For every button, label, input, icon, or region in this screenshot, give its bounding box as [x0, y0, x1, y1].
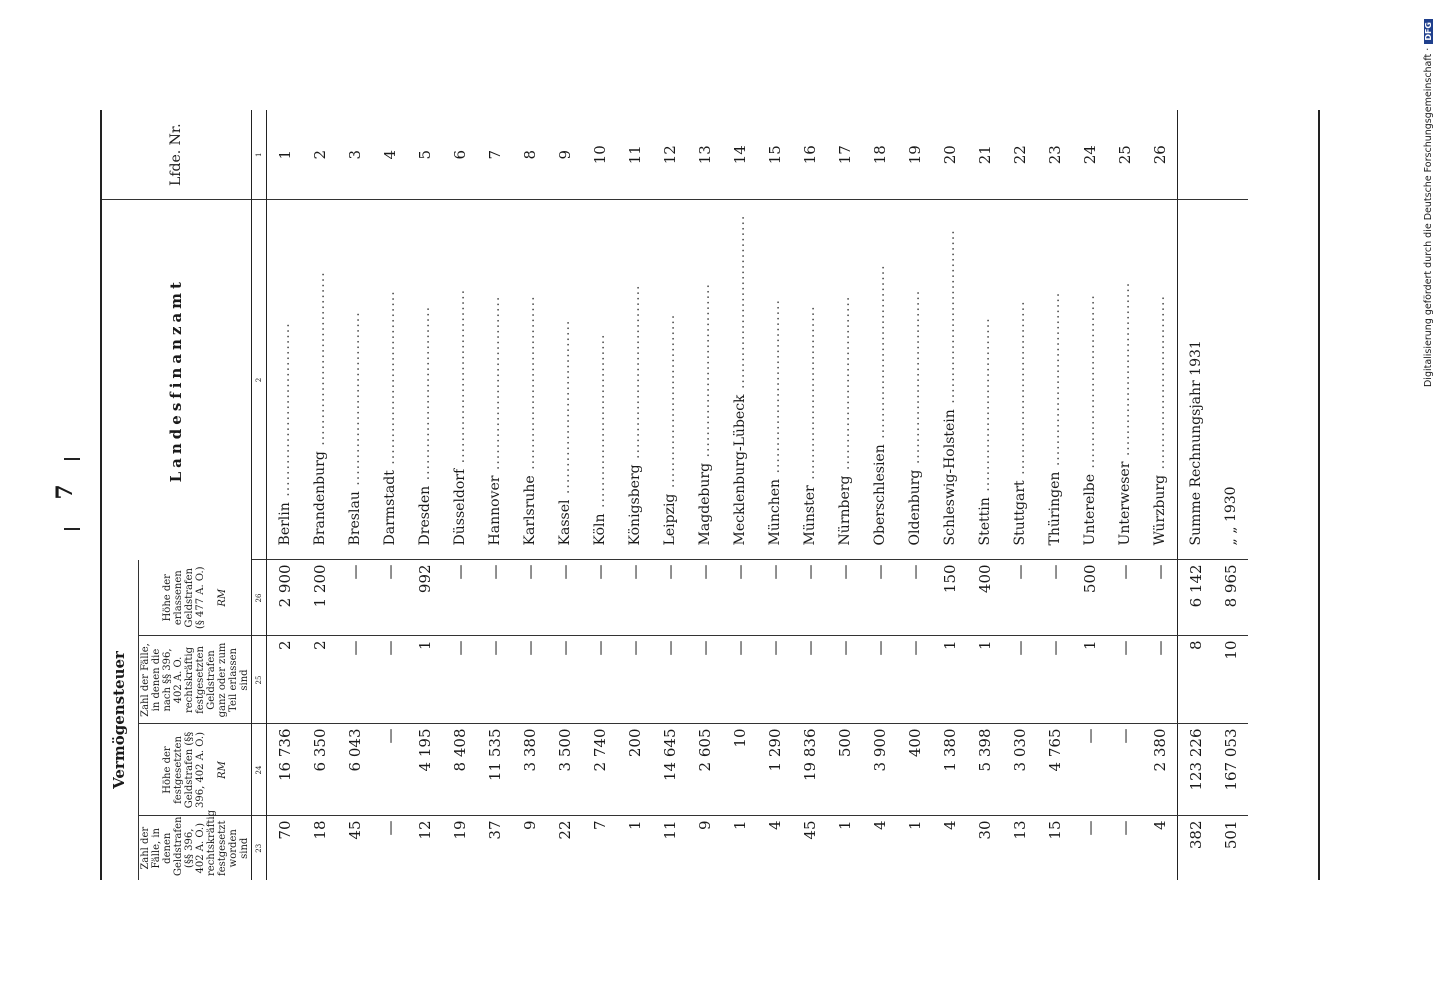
- cell-c23: 1: [827, 816, 862, 880]
- cell-c23: 45: [337, 816, 372, 880]
- cell-c24: 1 290: [757, 724, 792, 816]
- cell-c24: 3 900: [862, 724, 897, 816]
- cell-nr: 5: [415, 149, 434, 160]
- cell-lfa: Münster ................................: [792, 200, 827, 560]
- table-body: [267, 110, 1249, 880]
- cell-lfa: Dresden ................................: [407, 200, 442, 560]
- cell-c23: 4: [932, 816, 967, 880]
- cell-lfa: Nürnberg ................................: [827, 200, 862, 560]
- cell-nr: 24: [1080, 145, 1099, 165]
- cell-lfa: Unterelbe ................................: [1072, 200, 1107, 560]
- digitization-credit: [1408, 10, 1434, 390]
- cell-c25: —: [477, 636, 512, 724]
- col-num: 24: [252, 724, 267, 816]
- cell-c26: —: [827, 560, 862, 636]
- cell-c24: 8 408: [442, 724, 477, 816]
- cell-c25: —: [512, 636, 547, 724]
- cell-c26: —: [1002, 560, 1037, 636]
- cell-c25: 8: [1178, 636, 1214, 724]
- cell-nr: 16: [800, 145, 819, 165]
- cell-c25: 1: [967, 636, 1002, 724]
- finance-office-name: Mecklenburg-Lübeck: [731, 394, 748, 546]
- cell-c25: —: [617, 636, 652, 724]
- cell-c24: 500: [827, 724, 862, 816]
- table-row: [897, 110, 932, 880]
- cell-c24: —: [1107, 724, 1142, 816]
- cell-c23: 22: [547, 816, 582, 880]
- finance-office-name: Köln: [591, 513, 608, 546]
- table-row: [337, 110, 372, 880]
- table-row: [652, 110, 687, 880]
- finance-office-name: Königsberg: [626, 464, 643, 546]
- cell-c23: —: [1107, 816, 1142, 880]
- sum-row: [1178, 110, 1214, 880]
- cell-c23: 11: [652, 816, 687, 880]
- cell-c25: —: [372, 636, 407, 724]
- cell-c26: —: [547, 560, 582, 636]
- cell-c23: 501: [1213, 816, 1248, 880]
- tax-penalty-table: [100, 110, 1248, 880]
- cell-c26: 992: [407, 560, 442, 636]
- header-col-23: Zahl der Fälle, in denen Geldstrafen (§§ 396, 402 A. O.) rechtskräftig festgesetzt worden sind: [139, 816, 252, 880]
- cell-c25: —: [1142, 636, 1178, 724]
- finance-office-name: Stettin: [976, 497, 993, 546]
- finance-office-name: Summe Rechnungsjahr 1931: [1187, 340, 1204, 546]
- cell-c24: 167 053: [1213, 724, 1248, 816]
- cell-c26: —: [337, 560, 372, 636]
- cell-c24: 123 226: [1178, 724, 1214, 816]
- table-row: [372, 110, 407, 880]
- cell-c25: 10: [1213, 636, 1248, 724]
- cell-nr: 9: [555, 149, 574, 160]
- col-num: 2: [252, 200, 267, 560]
- finance-office-name: Nürnberg: [836, 475, 853, 546]
- cell-c26: —: [512, 560, 547, 636]
- cell-nr: 14: [730, 145, 749, 165]
- cell-lfa: Leipzig ................................: [652, 200, 687, 560]
- table-row: [862, 110, 897, 880]
- cell-c23: 9: [512, 816, 547, 880]
- cell-c24: 2 605: [687, 724, 722, 816]
- table-row: [827, 110, 862, 880]
- cell-c26: —: [372, 560, 407, 636]
- finance-office-name: Hannover: [486, 475, 503, 546]
- cell-c24: 3 500: [547, 724, 582, 816]
- cell-c23: 382: [1178, 816, 1214, 880]
- cell-lfa: Köln ................................: [582, 200, 617, 560]
- cell-nr: [1213, 110, 1248, 200]
- cell-nr: 15: [765, 145, 784, 165]
- dfg-logo: DFG: [1424, 19, 1433, 44]
- cell-nr: 10: [590, 145, 609, 165]
- cell-c24: 3 030: [1002, 724, 1037, 816]
- finance-office-name: Berlin: [276, 502, 293, 546]
- finance-office-name: Würzburg: [1151, 474, 1168, 546]
- cell-c25: 1: [932, 636, 967, 724]
- cell-c23: 30: [967, 816, 1002, 880]
- finance-office-name: Düsseldorf: [451, 468, 468, 546]
- cell-c25: —: [582, 636, 617, 724]
- cell-c26: —: [897, 560, 932, 636]
- cell-c23: 19: [442, 816, 477, 880]
- cell-c26: 6 142: [1178, 560, 1214, 636]
- table-row: [442, 110, 477, 880]
- table-row: [1072, 110, 1107, 880]
- header-col-25: Zahl der Fälle, in denen die nach §§ 396, 402 A. O. rechtskräftig festgesetzten Geldstrafen ganz oder zum Teil erlassen sind: [139, 636, 252, 724]
- cell-lfa: Darmstadt ................................: [372, 200, 407, 560]
- finance-office-name: Leipzig: [661, 493, 678, 546]
- cell-lfa: Mecklenburg-Lübeck ................................: [722, 200, 757, 560]
- cell-nr: 19: [905, 145, 924, 165]
- cell-c26: —: [582, 560, 617, 636]
- table-row: [932, 110, 967, 880]
- table-row: [267, 110, 303, 880]
- cell-c24: —: [372, 724, 407, 816]
- cell-nr: 11: [625, 145, 644, 165]
- cell-c24: 400: [897, 724, 932, 816]
- table-row: [547, 110, 582, 880]
- page-number-dash-left: [64, 458, 80, 460]
- cell-c26: 2 900: [267, 560, 303, 636]
- cell-c23: 70: [267, 816, 303, 880]
- cell-lfa: Stettin ................................: [967, 200, 1002, 560]
- cell-lfa: [1178, 200, 1214, 560]
- cell-nr: 26: [1150, 145, 1169, 165]
- header-col-26: Höhe der erlassenen Geldstrafen (§ 477 A. O.) RM: [139, 560, 252, 636]
- table-row: [407, 110, 442, 880]
- cell-c23: 37: [477, 816, 512, 880]
- table-row: [1107, 110, 1142, 880]
- cell-c26: —: [687, 560, 722, 636]
- cell-c26: —: [442, 560, 477, 636]
- cell-c26: —: [862, 560, 897, 636]
- finance-office-name: Kassel: [556, 499, 573, 546]
- table-row: [617, 110, 652, 880]
- finance-office-name: Karlsruhe: [521, 475, 538, 546]
- table-row: [722, 110, 757, 880]
- finance-office-name: Breslau: [346, 491, 363, 546]
- finance-office-name: Schleswig-Holstein: [941, 409, 958, 546]
- finance-office-name: Thüringen: [1046, 471, 1063, 546]
- finance-office-name: Münster: [801, 485, 818, 546]
- cell-c24: 16 736: [267, 724, 303, 816]
- cell-c23: 7: [582, 816, 617, 880]
- col-num: 25: [252, 636, 267, 724]
- cell-c26: —: [1142, 560, 1178, 636]
- cell-lfa: Brandenburg ................................: [302, 200, 337, 560]
- cell-c24: 14 645: [652, 724, 687, 816]
- cell-c24: 4 195: [407, 724, 442, 816]
- col-num: 23: [252, 816, 267, 880]
- finance-office-name: Magdeburg: [696, 462, 713, 546]
- cell-nr: 21: [975, 145, 994, 165]
- cell-nr: 22: [1010, 145, 1029, 165]
- cell-c23: 9: [687, 816, 722, 880]
- cell-c24: 11 535: [477, 724, 512, 816]
- cell-nr: 18: [870, 145, 889, 165]
- cell-lfa: Hannover ................................: [477, 200, 512, 560]
- cell-c25: 2: [302, 636, 337, 724]
- cell-c23: 13: [1002, 816, 1037, 880]
- finance-office-name: Dresden: [416, 485, 433, 546]
- cell-c26: 500: [1072, 560, 1107, 636]
- cell-c26: 150: [932, 560, 967, 636]
- page-number-dash-right: [64, 528, 80, 530]
- table-row: [967, 110, 1002, 880]
- cell-nr: [1178, 110, 1214, 200]
- cell-c24: 4 765: [1037, 724, 1072, 816]
- table-row: [477, 110, 512, 880]
- cell-c23: 4: [757, 816, 792, 880]
- cell-lfa: Breslau ................................: [337, 200, 372, 560]
- cell-lfa: Stuttgart ................................: [1002, 200, 1037, 560]
- cell-c23: 12: [407, 816, 442, 880]
- cell-c23: 4: [1142, 816, 1178, 880]
- cell-lfa: München ................................: [757, 200, 792, 560]
- table-row: [757, 110, 792, 880]
- finance-office-name: Stuttgart: [1011, 480, 1028, 546]
- cell-lfa: Unterweser ................................: [1107, 200, 1142, 560]
- col-num: 26: [252, 560, 267, 636]
- cell-c23: 18: [302, 816, 337, 880]
- finance-office-name: Brandenburg: [311, 451, 328, 546]
- header-col-24: Höhe der festgesetzten Geldstrafen (§§ 396, 402 A. O.) RM: [139, 724, 252, 816]
- cell-c24: 2 740: [582, 724, 617, 816]
- cell-c25: —: [862, 636, 897, 724]
- cell-lfa: Oldenburg ................................: [897, 200, 932, 560]
- cell-c25: —: [442, 636, 477, 724]
- table-row: [302, 110, 337, 880]
- cell-c26: 8 965: [1213, 560, 1248, 636]
- cell-c25: —: [652, 636, 687, 724]
- cell-lfa: Berlin ................................: [267, 200, 303, 560]
- cell-c25: —: [1037, 636, 1072, 724]
- cell-nr: 4: [380, 149, 399, 160]
- cell-nr: 12: [660, 145, 679, 165]
- table-row: [582, 110, 617, 880]
- cell-lfa: Würzburg ................................: [1142, 200, 1178, 560]
- cell-c25: 1: [1072, 636, 1107, 724]
- cell-c25: —: [757, 636, 792, 724]
- cell-c23: 4: [862, 816, 897, 880]
- cell-nr: 17: [835, 145, 854, 165]
- cell-nr: 3: [345, 149, 364, 160]
- cell-c25: —: [722, 636, 757, 724]
- column-number-row: [252, 110, 267, 880]
- cell-c24: 6 350: [302, 724, 337, 816]
- table-row: [1037, 110, 1072, 880]
- cell-c25: —: [337, 636, 372, 724]
- cell-lfa: Karlsruhe ................................: [512, 200, 547, 560]
- cell-c23: —: [1072, 816, 1107, 880]
- cell-c25: 2: [267, 636, 303, 724]
- cell-nr: 25: [1115, 145, 1134, 165]
- cell-nr: 13: [695, 145, 714, 165]
- cell-c23: 45: [792, 816, 827, 880]
- cell-c23: 1: [722, 816, 757, 880]
- cell-c26: —: [1107, 560, 1142, 636]
- cell-c25: —: [897, 636, 932, 724]
- cell-lfa: Schleswig-Holstein ................................: [932, 200, 967, 560]
- header-lfde-nr: Lfde. Nr.: [100, 110, 252, 200]
- rotated-table-container: [100, 110, 1320, 880]
- cell-nr: 1: [275, 149, 294, 160]
- finance-office-name: München: [766, 478, 783, 546]
- cell-c25: 1: [407, 636, 442, 724]
- cell-nr: 8: [520, 149, 539, 160]
- cell-lfa: Düsseldorf ................................: [442, 200, 477, 560]
- cell-c24: 5 398: [967, 724, 1002, 816]
- cell-c25: —: [1002, 636, 1037, 724]
- cell-c25: —: [827, 636, 862, 724]
- table-row: [512, 110, 547, 880]
- cell-nr: 20: [940, 145, 959, 165]
- cell-c24: 2 380: [1142, 724, 1178, 816]
- cell-c26: —: [757, 560, 792, 636]
- cell-c25: —: [687, 636, 722, 724]
- cell-c25: —: [1107, 636, 1142, 724]
- cell-c26: —: [652, 560, 687, 636]
- cell-c23: 1: [897, 816, 932, 880]
- finance-office-name: Oldenburg: [906, 469, 923, 546]
- cell-c23: —: [372, 816, 407, 880]
- table-row: [792, 110, 827, 880]
- table-row: [687, 110, 722, 880]
- cell-lfa: Oberschlesien ................................: [862, 200, 897, 560]
- cell-c24: 10: [722, 724, 757, 816]
- cell-lfa: Kassel ................................: [547, 200, 582, 560]
- cell-nr: 6: [450, 149, 469, 160]
- cell-c26: —: [722, 560, 757, 636]
- cell-c24: 6 043: [337, 724, 372, 816]
- sum-row: [1213, 110, 1248, 880]
- finance-office-name: „ „ 1930: [1222, 486, 1239, 546]
- cell-lfa: Königsberg ................................: [617, 200, 652, 560]
- finance-office-name: Unterweser: [1116, 461, 1133, 546]
- cell-c26: —: [792, 560, 827, 636]
- cell-lfa: Magdeburg ................................: [687, 200, 722, 560]
- cell-c24: 19 836: [792, 724, 827, 816]
- cell-c23: 15: [1037, 816, 1072, 880]
- cell-c26: —: [617, 560, 652, 636]
- cell-nr: 2: [310, 149, 329, 160]
- finance-office-name: Darmstadt: [381, 470, 398, 546]
- table-row: [1142, 110, 1178, 880]
- cell-c24: 1 380: [932, 724, 967, 816]
- cell-c24: 200: [617, 724, 652, 816]
- cell-lfa: [1213, 200, 1248, 560]
- cell-lfa: Thüringen ................................: [1037, 200, 1072, 560]
- cell-c24: 3 380: [512, 724, 547, 816]
- cell-c26: 1 200: [302, 560, 337, 636]
- header-landesfinanzamt: Landesfinanzamt: [100, 200, 252, 560]
- group-header: Vermögensteuer: [100, 560, 139, 880]
- digitization-note: Digitalisierung gefördert durch die Deutsche Forschungsgemeinschaft ·: [1423, 47, 1434, 388]
- cell-c25: —: [792, 636, 827, 724]
- cell-c24: —: [1072, 724, 1107, 816]
- cell-c26: —: [477, 560, 512, 636]
- cell-nr: 23: [1045, 145, 1064, 165]
- cell-nr: 7: [485, 149, 504, 160]
- finance-office-name: Oberschlesien: [871, 444, 888, 546]
- cell-c25: —: [547, 636, 582, 724]
- cell-c23: 1: [617, 816, 652, 880]
- page-number: 7: [52, 484, 78, 500]
- cell-c26: 400: [967, 560, 1002, 636]
- cell-c26: —: [1037, 560, 1072, 636]
- finance-office-name: Unterelbe: [1081, 474, 1098, 546]
- table-row: [1002, 110, 1037, 880]
- col-num: 1: [252, 110, 267, 200]
